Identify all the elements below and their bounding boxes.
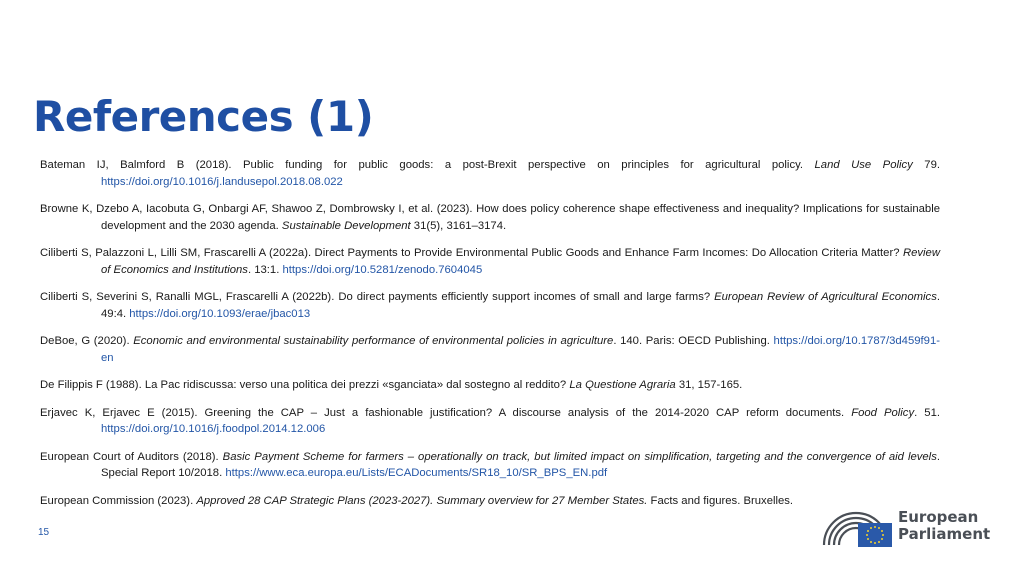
reference-detail: . 13:1.	[247, 263, 283, 276]
reference-detail: . 140. Paris: OECD Publishing.	[613, 335, 774, 347]
reference-source: Basic Payment Scheme for farmers – operationally on track, but limited impact on simplification, targeting and the convergence of aid levels	[222, 450, 937, 463]
page-number: 15	[38, 527, 50, 538]
reference-text: DeBoe, G (2020).	[40, 335, 134, 347]
european-parliament-logo	[820, 505, 990, 549]
reference-item	[40, 333, 940, 366]
reference-text: European Commission (2023).	[40, 494, 197, 507]
reference-list	[40, 157, 940, 520]
reference-text: Erjavec K, Erjavec E (2015). Greening the CAP – Just a fashionable justification? A discourse analysis of the 2014-2020 CAP reform documents.	[40, 406, 852, 419]
reference-text: Ciliberti S, Severini S, Ranalli MGL, Frascarelli A (2022b). Do direct payments efficiently support incomes of small and large farms?	[40, 291, 715, 303]
reference-source: Food Policy	[851, 406, 915, 419]
reference-text: Ciliberti S, Palazzoni L, Lilli SM, Frascarelli A (2022a). Direct Payments to Provide Environmental Public Goods and Enhance Farm Incomes: Do Allocation Criteria Matter?	[40, 247, 903, 259]
reference-source: Economic and environmental sustainability performance of environmental policies in agriculture	[133, 335, 614, 347]
reference-text: Bateman IJ, Balmford B (2018). Public funding for public goods: a post-Brexit perspective on principles for agricultural policy.	[40, 159, 815, 171]
parliament-emblem-icon	[820, 505, 892, 549]
reference-item	[40, 405, 940, 438]
reference-source: Approved 28 CAP Strategic Plans (2023-2027). Summary overview for 27 Member States.	[196, 494, 648, 507]
reference-item	[40, 289, 940, 322]
reference-source: Sustainable Development	[281, 219, 411, 232]
reference-link[interactable]: https://doi.org/10.1016/j.landusepol.2018.08.022	[101, 175, 343, 188]
reference-item	[40, 201, 940, 234]
logo-wordmark	[898, 509, 990, 543]
reference-link[interactable]: https://doi.org/10.1787/3d459f91-en	[101, 335, 940, 364]
reference-link[interactable]: https://doi.org/10.5281/zenodo.7604045	[282, 263, 483, 276]
reference-text: De Filippis F (1988). La Pac ridiscussa: verso una politica dei prezzi «sganciata» dal sostegno al reddito?	[40, 379, 570, 391]
reference-source: La Questione Agraria	[569, 379, 676, 391]
reference-detail: . 51.	[914, 406, 940, 419]
reference-text: Browne K, Dzebo A, Iacobuta G, Onbargi AF, Shawoo Z, Dombrowsky I, et al. (2023). How does policy coherence shape effectiveness and inequality? Implications for sustainable development and the 2030 agenda.	[40, 203, 940, 232]
reference-detail: Facts and figures. Bruxelles.	[647, 494, 794, 507]
reference-item	[40, 449, 940, 482]
reference-text: European Court of Auditors (2018).	[40, 450, 223, 463]
reference-item	[40, 245, 940, 278]
reference-link[interactable]: https://doi.org/10.1016/j.foodpol.2014.12.006	[101, 423, 326, 435]
reference-link[interactable]: https://www.eca.europa.eu/Lists/ECADocuments/SR18_10/SR_BPS_EN.pdf	[225, 467, 608, 479]
logo-line-1: European	[898, 508, 979, 526]
reference-detail: 31, 157-165.	[675, 379, 743, 391]
reference-item	[40, 377, 940, 394]
reference-source: Land Use Policy	[814, 159, 913, 171]
reference-detail: . Special Report 10/2018.	[101, 450, 940, 479]
reference-detail: 31(5), 3161–3174.	[410, 219, 507, 232]
reference-detail: . 49:4.	[101, 291, 940, 320]
logo-line-2: Parliament	[898, 525, 991, 543]
reference-item	[40, 157, 940, 190]
page-title: References (1)	[33, 92, 374, 141]
reference-source: European Review of Agricultural Economics	[714, 291, 937, 303]
reference-link[interactable]: https://doi.org/10.1093/erae/jbac013	[129, 307, 311, 320]
reference-detail: 79.	[912, 159, 940, 171]
reference-item	[40, 493, 940, 510]
reference-source: Review of Economics and Institutions	[101, 247, 940, 276]
